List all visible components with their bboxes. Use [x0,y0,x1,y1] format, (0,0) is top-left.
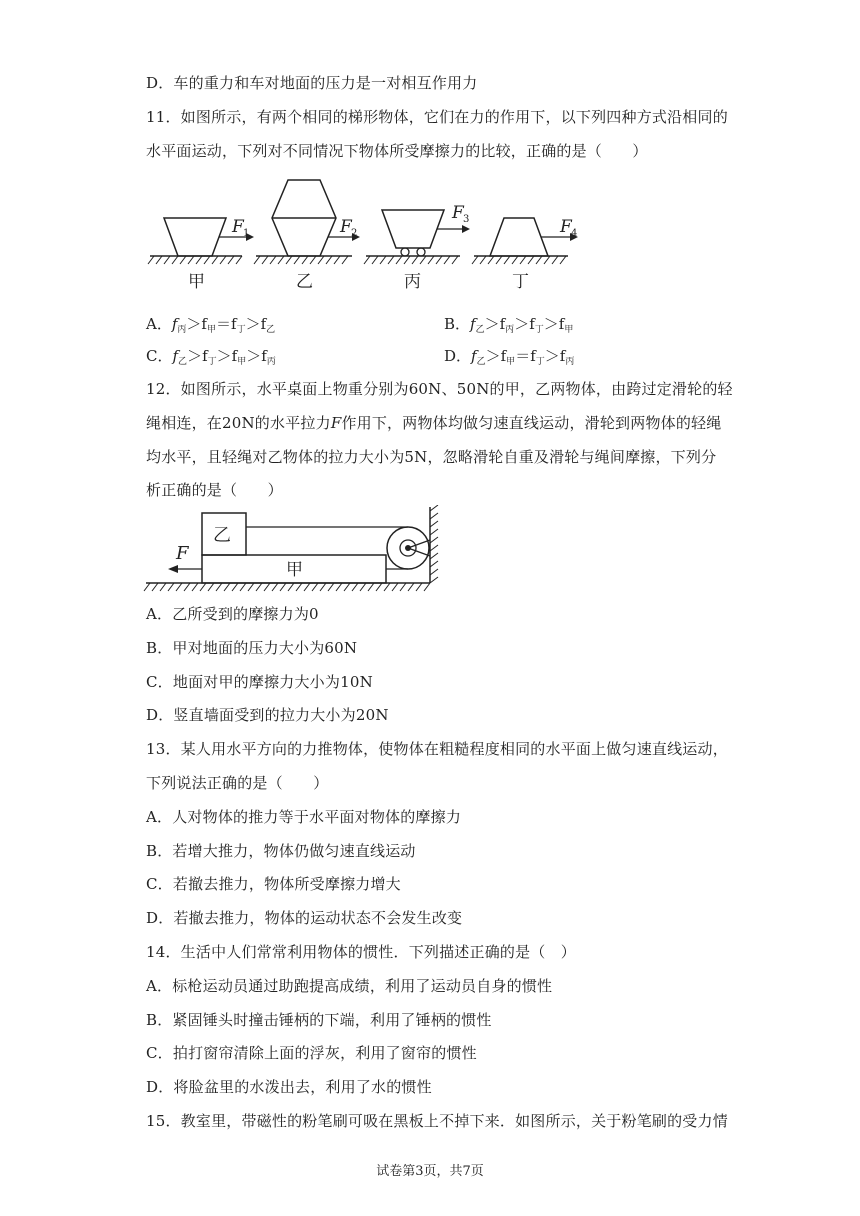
q14-option-b: B．紧固锤头时撞击锤柄的下端，利用了锤柄的惯性 [146,1011,492,1029]
q12-label-yi: 乙 [213,525,231,546]
q14-option-d: D．将脸盆里的水泼出去，利用了水的惯性 [146,1078,432,1096]
q14-option-a: A．标枪运动员通过助跑提高成绩，利用了运动员自身的惯性 [146,977,553,995]
q11-caption-bing: 丙 [404,272,421,290]
q12-option-a: A．乙所受到的摩擦力为0 [146,605,319,623]
q11-caption-jia: 甲 [188,272,205,290]
q14-stem-line1: 14．生活中人们常常利用物体的惯性．下列描述正确的是（ ） [146,943,576,961]
q12-stem-line2: 绳相连，在20N的水平拉力F作用下，两物体均做匀速直线运动，滑轮到两物体的轻绳 [146,414,722,432]
q13-option-b: B．若增大推力，物体仍做匀速直线运动 [146,842,416,860]
q11-option-a: A．$f_丙>f_甲=f_丁>f_乙$ [146,315,276,335]
q11-force-sub-4: 4 [571,228,578,239]
q15-stem-line1: 15．教室里，带磁性的粉笔刷可吸在黑板上不掉下来．如图所示，关于粉笔刷的受力情 [146,1112,728,1130]
q11-stem-line2: 水平面运动，下列对不同情况下物体所受摩擦力的比较，正确的是（ ） [146,142,648,160]
q13-option-c: C．若撤去推力，物体所受摩擦力增大 [146,875,401,893]
q12-figure [0,505,860,595]
q14-option-c: C．拍打窗帘清除上面的浮灰，利用了窗帘的惯性 [146,1044,477,1062]
q12-label-jia: 甲 [286,560,303,580]
q12-pulley [387,527,430,569]
q11-stem-line1: 11．如图所示，有两个相同的梯形物体，它们在力的作用下，以下列四种方式沿相同的 [146,108,728,126]
q13-option-d: D．若撤去推力，物体的运动状态不会发生改变 [146,909,463,927]
q11-option-d: D．$f_乙>f_甲=f_丁>f_丙$ [444,347,575,367]
q12-option-d: D．竖直墙面受到的拉力大小为20N [146,706,389,724]
q11-force-sub-1: 1 [243,228,250,239]
q13-stem-line2: 下列说法正确的是（ ） [146,774,329,792]
q11-force-label-3: F [452,203,464,223]
q13-stem-line1: 13．某人用水平方向的力推物体，使物体在粗糙程度相同的水平面上做匀速直线运动， [146,740,728,758]
q11-caption-ding: 丁 [512,272,529,290]
q10-option-d: D．车的重力和车对地面的压力是一对相互作用力 [146,74,478,92]
q11-option-b: B．$f_乙>f_丙>f_丁>f_甲$ [444,315,574,335]
q13-option-a: A．人对物体的推力等于水平面对物体的摩擦力 [146,808,462,826]
q12-force-label: F [176,543,189,564]
q12-stem-line1: 12．如图所示，水平桌面上物重分别为60N、50N的甲，乙两物体，由跨过定滑轮的轻 [146,380,733,398]
q11-force-label-2: F [340,217,352,237]
q12-option-b: B．甲对地面的压力大小为60N [146,639,358,657]
q11-figure [0,170,860,290]
q11-force-sub-2: 2 [351,228,358,239]
page-footer: 试卷第3页，共7页 [376,1164,484,1179]
q12-option-c: C．地面对甲的摩擦力大小为10N [146,673,373,691]
q11-force-sub-3: 3 [463,214,470,225]
q12-stem-line4: 析正确的是（ ） [146,481,283,499]
q11-caption-yi: 乙 [296,272,313,290]
q11-option-c: C．$f_乙>f_丁>f_甲>f_丙$ [146,347,276,367]
q11-force-label-4: F [560,217,572,237]
q12-stem-line3: 均水平，且轻绳对乙物体的拉力大小为5N，忽略滑轮自重及滑轮与绳间摩擦，下列分 [146,448,717,466]
q11-force-label-1: F [232,217,244,237]
